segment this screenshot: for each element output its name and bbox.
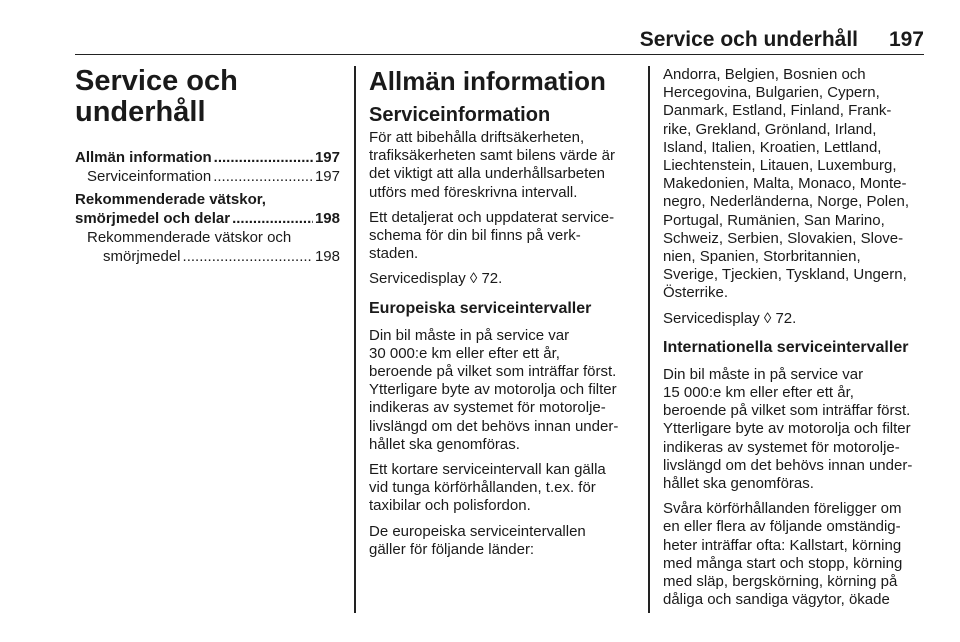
- content-column-2: [663, 66, 928, 616]
- toc-entry-fluids[interactable]: Rekommenderade vätskor, smörjmedel och delar ..... 198: [75, 190, 340, 228]
- column-divider-2: [648, 66, 650, 613]
- toc-entry-fluids-lubricants[interactable]: Rekommenderade vätskor och smörjmedel ..... 198: [75, 228, 340, 266]
- column-divider-1: [354, 66, 356, 613]
- service-display-reference-2[interactable]: Servicedisplay ◊ 72.: [663, 309, 797, 327]
- content-column-1: [369, 66, 635, 566]
- page-header: [75, 28, 924, 55]
- countries-list-paragraph: Andorra, Belgien, Bosnien och Hercegovina, Bulgarien, Cypern, Danmark, Estland, Finland, Frank- rike, Grekland, Grönland, Irland, Island, Italien, Kroatien, Lettland, Liechtenstein, Litauen, Luxemburg, Makedonien, Malta, Monaco, Monte- negro, Nederländerna, Norge, Polen, Portugal, Rumänien, San Marino, Schweiz, Serbien, Slovakien, Slove- nien, Spanien, Storbritannien, Sverige, Tjeckien, Tyskland, Ungern, Österrike.: [663, 66, 909, 302]
- toc-entry-general-info[interactable]: Allmän information ..... 197: [75, 148, 340, 167]
- intl-intervals-paragraph: Din bil måste in på service var 15 000:e km eller efter ett år, beroende på vilket som inträffar först. Ytterligare byte av motorolja och filter indikeras av systemet för motorolje- livslängd om det behövs innan under- hållet ska genomföras.: [663, 365, 913, 493]
- subsection-title: Serviceinformation: [369, 104, 551, 126]
- section-title: Allmän information: [369, 66, 606, 96]
- detail-paragraph: Ett detaljerat och uppdaterat service- schema för din bil finns på verk- staden.: [369, 208, 615, 263]
- page-number: 197: [888, 28, 924, 51]
- eu-intervals-paragraph: Din bil måste in på service var 30 000:e km eller efter ett år, beroende på vilket som inträffar först. Ytterligare byte av motorolja och filter indikeras av systemet för motorolje- livslängd om det behövs innan under- hållet ska genomföras.: [369, 326, 619, 453]
- intro-paragraph: För att bibehålla driftsäkerheten, trafiksäkerheten samt bilens värde är det viktigt att alla underhållsarbeten utförs med föreskrivna intervall.: [369, 129, 615, 201]
- chapter-title: Service och underhåll: [75, 65, 238, 128]
- intl-intervals-heading: Internationella serviceintervaller: [663, 338, 909, 356]
- eu-intervals-heading: Europeiska serviceintervaller: [369, 299, 592, 317]
- severe-conditions-paragraph: Svåra körförhållanden föreligger om en eller flera av följande omständig- heter inträffar ofta: Kallstart, körning med många start och stopp, körning med släp, bergskörning, körning på dåliga och sandiga vägytor, ökade: [663, 500, 903, 609]
- running-header-title: Service och underhåll: [639, 28, 858, 51]
- service-display-reference[interactable]: Servicedisplay ◊ 72.: [369, 270, 503, 288]
- short-interval-paragraph: Ett kortare serviceintervall kan gälla vid tunga körförhållanden, t.ex. för taxibilar och polisfordon.: [369, 461, 606, 515]
- countries-intro-paragraph: De europeiska serviceintervallen gäller för följande länder:: [369, 522, 586, 558]
- toc-column: [75, 66, 340, 266]
- toc-entry-service-info[interactable]: Serviceinformation ..... 197: [75, 167, 340, 186]
